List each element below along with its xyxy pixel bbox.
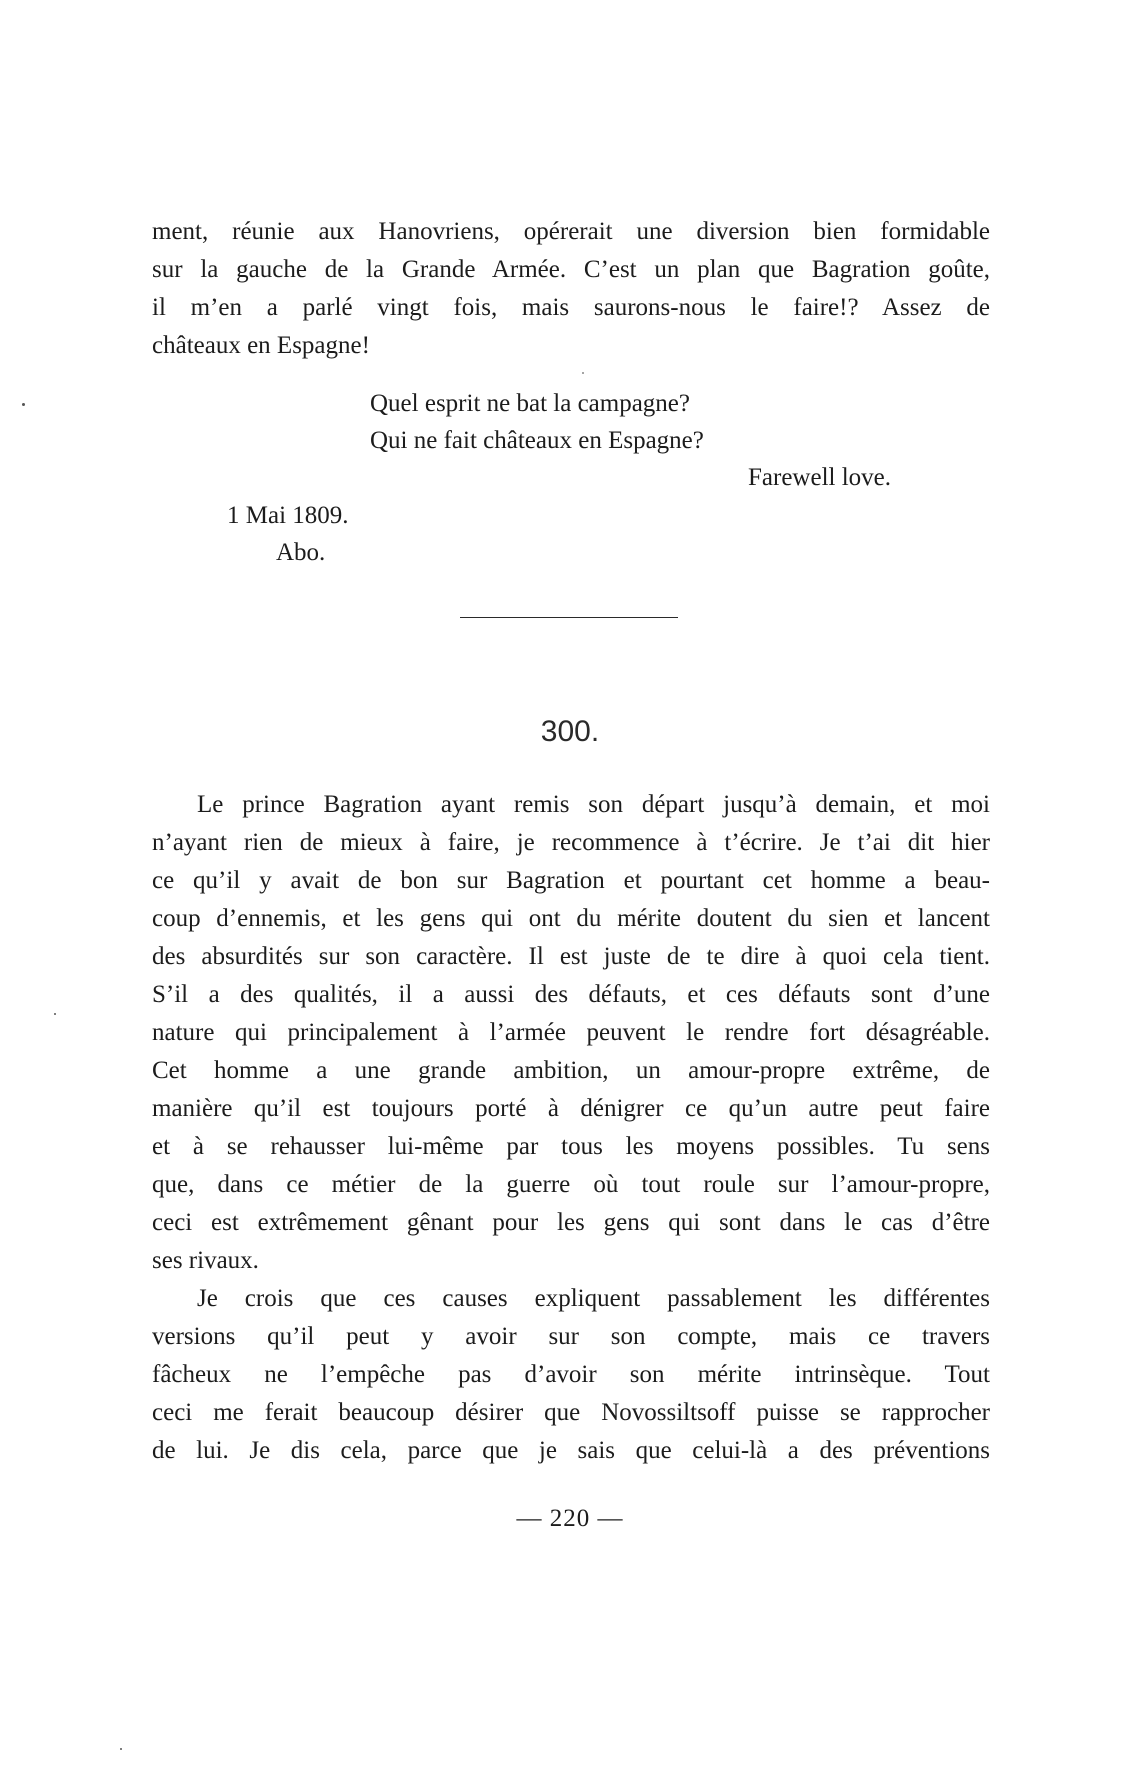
text-line: Cet homme a une grande ambition, un amour-propre extrême, de [152, 1057, 990, 1084]
text-line: coup d’ennemis, et les gens qui ont du mérite doutent du sien et lancent [152, 905, 990, 932]
text-line: châteaux en Espagne! [152, 332, 370, 359]
text-line: versions qu’il peut y avoir sur son compte, mais ce travers [152, 1323, 990, 1350]
scan-speck [582, 372, 584, 374]
text-line: que, dans ce métier de la guerre où tout roule sur l’amour-propre, [152, 1171, 990, 1198]
text-line: il m’en a parlé vingt fois, mais saurons-nous le faire!? Assez de [152, 294, 990, 321]
letter-number: 300. [540, 715, 600, 748]
letter-place: Abo. [276, 539, 326, 566]
text-line: fâcheux ne l’empêche pas d’avoir son mérite intrinsèque. Tout [152, 1361, 990, 1388]
text-line: nature qui principalement à l’armée peuvent le rendre fort désagréable. [152, 1019, 990, 1046]
text-line: S’il a des qualités, il a aussi des défauts, et ces défauts sont d’une [152, 981, 990, 1008]
letter-date: 1 Mai 1809. [227, 502, 349, 529]
text-line: ceci est extrêmement gênant pour les gens qui sont dans le cas d’être [152, 1209, 990, 1236]
scan-speck [22, 403, 25, 406]
closing-salutation: Farewell love. [748, 464, 892, 491]
text-line: de lui. Je dis cela, parce que je sais que celui-là a des préventions [152, 1437, 990, 1464]
scan-speck [120, 1748, 122, 1750]
text-line: et à se rehausser lui-même par tous les moyens possibles. Tu sens [152, 1133, 990, 1160]
text-line: ce qu’il y avait de bon sur Bagration et pourtant cet homme a beau- [152, 867, 990, 894]
text-line: n’ayant rien de mieux à faire, je recommence à t’écrire. Je t’ai dit hier [152, 829, 990, 856]
page-number: — 220 — [516, 1505, 624, 1532]
text-line: Je crois que ces causes expliquent passablement les différentes [197, 1285, 990, 1312]
scan-speck [54, 1013, 56, 1015]
verse-line: Quel esprit ne bat la campagne? [370, 390, 690, 417]
text-line: sur la gauche de la Grande Armée. C’est un plan que Bagration goûte, [152, 256, 990, 283]
section-divider [460, 617, 678, 618]
verse-line: Qui ne fait châteaux en Espagne? [370, 427, 704, 454]
text-line: ses rivaux. [152, 1247, 259, 1274]
text-line: des absurdités sur son caractère. Il est juste de te dire à quoi cela tient. [152, 943, 990, 970]
text-line: ment, réunie aux Hanovriens, opérerait une diversion bien formidable [152, 218, 990, 245]
text-line: manière qu’il est toujours porté à dénigrer ce qu’un autre peut faire [152, 1095, 990, 1122]
text-line: ceci me ferait beaucoup désirer que Novossiltsoff puisse se rapprocher [152, 1399, 990, 1426]
text-line: Le prince Bagration ayant remis son départ jusqu’à demain, et moi [197, 791, 990, 818]
